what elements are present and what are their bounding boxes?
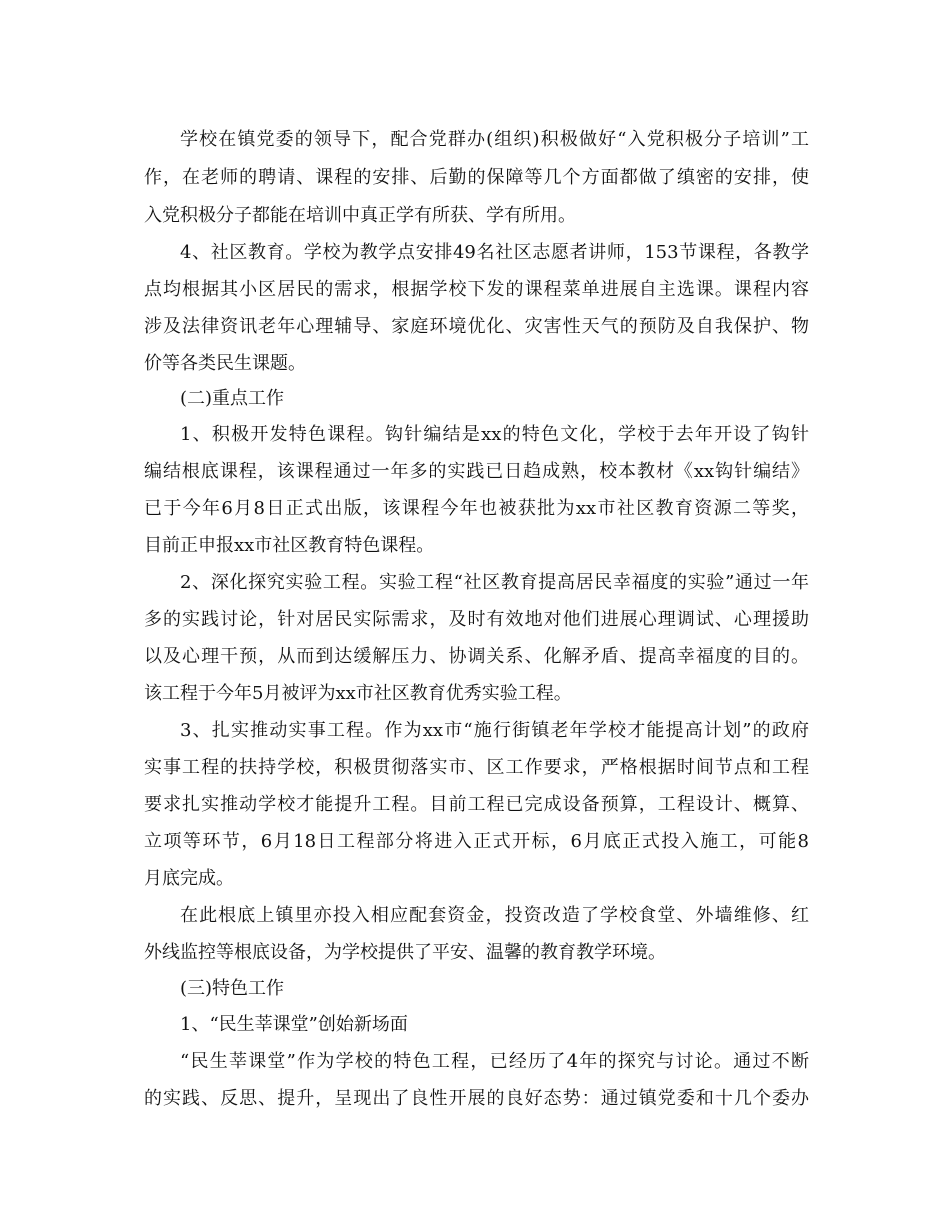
text-line: 的实践、反思、提升，呈现出了良性开展的良好态势：通过镇党委和十几个委办 [144,1088,809,1109]
text-line: 涉及法律资讯老年心理辅导、家庭环境优化、灾害性天气的预防及自我保护、物 [144,316,809,337]
text-line: 目前正申报xx市社区教育特色课程。 [144,535,435,556]
text-line: 多的实践讨论，针对居民实际需求，及时有效地对他们进展心理调试、心理援助 [144,609,809,630]
text-line: 外线监控等根底设备，为学校提供了平安、温馨的教育教学环境。 [144,942,666,963]
text-line: 实事工程的扶持学校，积极贯彻落实市、区工作要求，严格根据时间节点和工程 [144,757,809,778]
text-line: 以及心理干预，从而到达缓解压力、协调关系、化解矛盾、提高幸福度的目的。 [144,646,809,667]
text-line: 已于今年6月8日正式出版，该课程今年也被获批为xx市社区教育资源二等奖， [144,498,809,519]
text-line: 在此根底上镇里亦投入相应配套资金，投资改造了学校食堂、外墙维修、红 [180,905,809,926]
text-line: 价等各类民生课题。 [144,353,306,374]
text-line: 3、扎实推动实事工程。作为xx市“施行街镇老年学校才能提高计划”的政府 [180,720,809,741]
text-line: 1、积极开发特色课程。钩针编结是xx的特色文化，学校于去年开设了钩针 [180,424,809,445]
text-line: 立项等环节，6月18日工程部分将进入正式开标，6月底正式投入施工，可能8 [144,831,809,852]
text-line: 点均根据其小区居民的需求，根据学校下发的课程菜单进展自主选课。课程内容 [144,279,809,300]
text-line: 学校在镇党委的领导下，配合党群办(组织)积极做好“入党积极分子培训”工 [180,129,809,150]
text-line: 2、深化探究实验工程。实验工程“社区教育提高居民幸福度的实验”通过一年 [180,572,809,593]
text-line: 月底完成。 [144,868,234,889]
text-line: 4、社区教育。学校为教学点安排49名社区志愿者讲师，153节课程，各教学 [180,242,809,263]
subsection-heading: 1、“民生莘课堂”创始新场面 [180,1014,408,1035]
text-line: 编结根底课程，该课程通过一年多的实践已日趋成熟，校本教材《xx钩针编结》 [144,461,809,482]
text-line: 该工程于今年5月被评为xx市社区教育优秀实验工程。 [144,683,572,704]
section-heading: (二)重点工作 [180,388,285,409]
section-heading: (三)特色工作 [180,978,285,999]
text-line: 作，在老师的聘请、课程的安排、后勤的保障等几个方面都做了缜密的安排，使 [144,167,809,188]
text-line: “民生莘课堂”作为学校的特色工程，已经历了4年的探究与讨论。通过不断 [180,1051,809,1072]
text-line: 入党积极分子都能在培训中真正学有所获、学有所用。 [144,205,576,226]
text-line: 要求扎实推动学校才能提升工程。目前工程已完成设备预算，工程设计、概算、 [144,794,809,815]
